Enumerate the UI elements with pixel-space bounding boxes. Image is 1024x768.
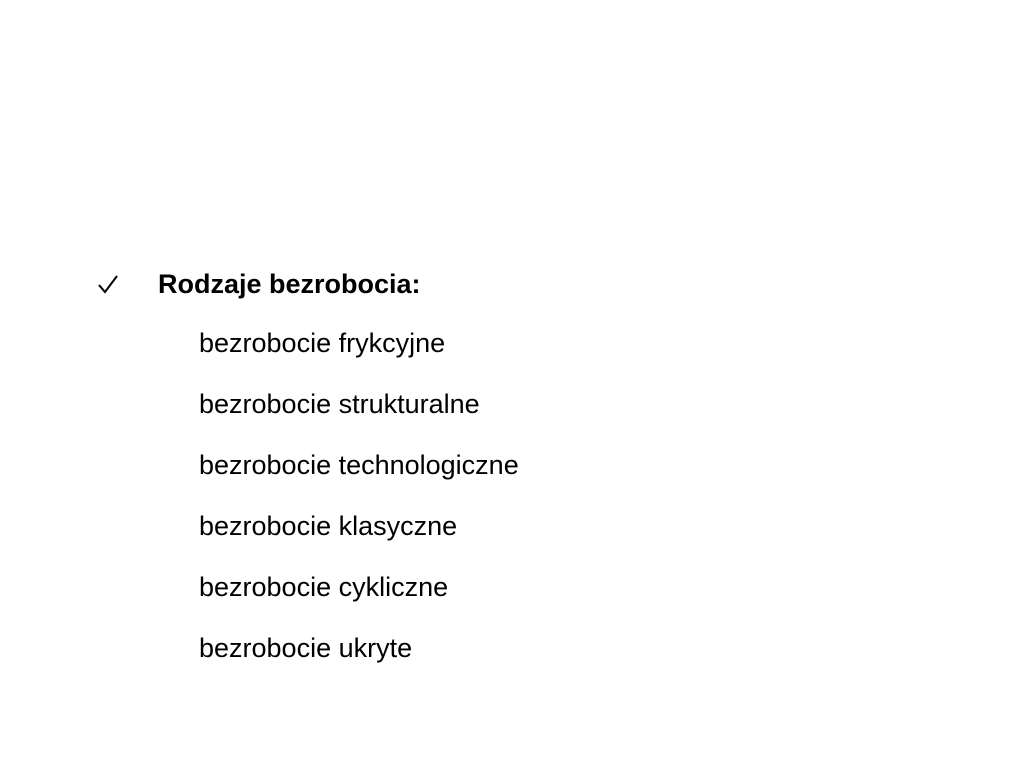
list-item: bezrobocie frykcyjne (199, 328, 446, 358)
list-item: bezrobocie klasyczne (199, 511, 458, 541)
list-item: bezrobocie technologiczne (199, 450, 519, 480)
slide-heading: Rodzaje bezrobocia: (158, 269, 421, 299)
list-item: bezrobocie strukturalne (199, 389, 480, 419)
list-item: bezrobocie ukryte (199, 633, 413, 663)
check-icon (96, 272, 120, 296)
unemployment-types-list (199, 323, 519, 689)
list-item: bezrobocie cykliczne (199, 572, 449, 602)
heading-row (96, 264, 421, 304)
